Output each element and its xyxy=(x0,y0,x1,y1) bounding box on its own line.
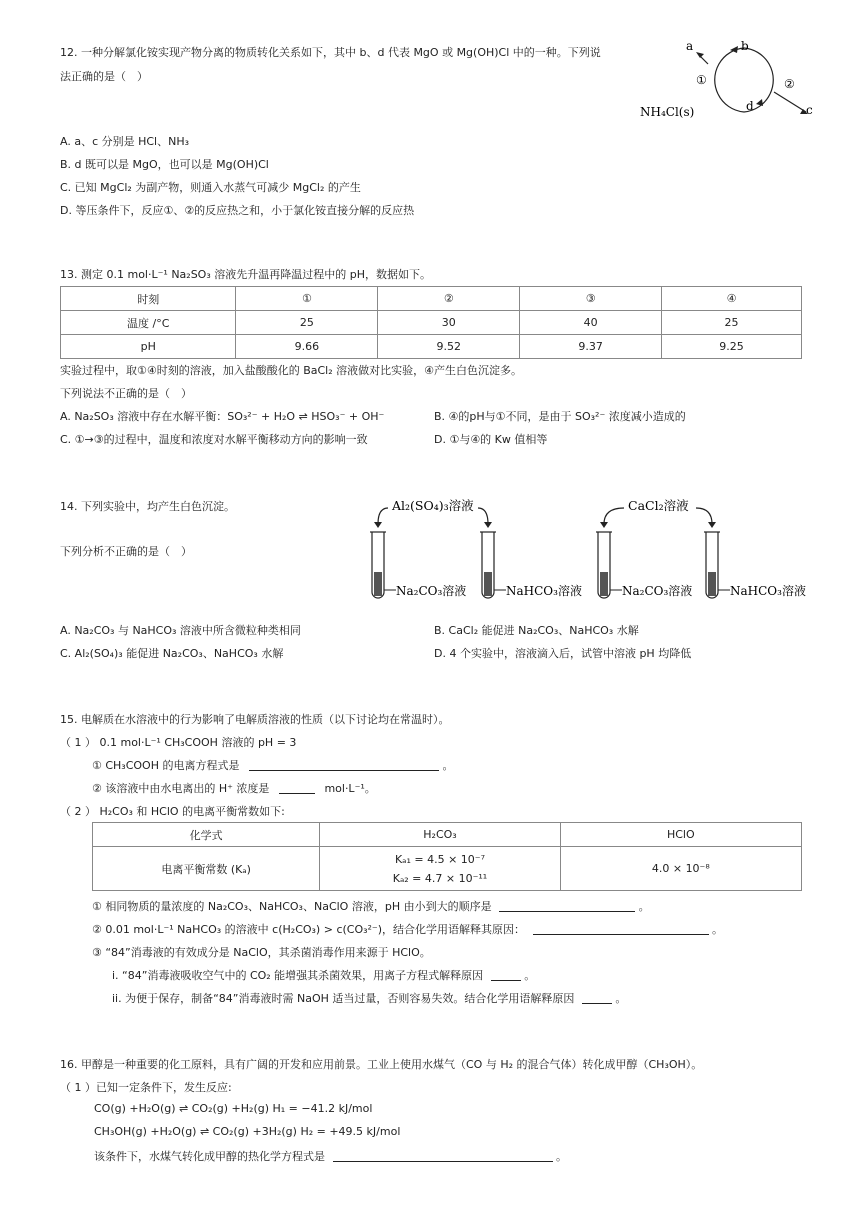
q16-period: 。 xyxy=(556,1150,567,1163)
q14-reagent-cacl2: CaCl₂溶液 xyxy=(628,498,689,513)
q15-h2co3-ka-cell xyxy=(320,847,560,891)
q15-h2co3-ka2: Kₐ₂ = 4.7 × 10⁻¹¹ xyxy=(392,871,488,885)
q14-stem: 14. 下列实验中，均产生白色沉淀。 xyxy=(60,500,235,513)
q15-ka-table xyxy=(92,822,802,891)
q12-label-b: b xyxy=(741,39,749,53)
q15-part2-item2 xyxy=(92,921,723,937)
q16-answer-blank-1[interactable] xyxy=(333,1161,553,1162)
q12-label-c: c xyxy=(806,103,813,117)
q15-part1-item1-text: ① CH₃COOH 的电离方程式是 xyxy=(92,759,240,772)
q13-option-c: C. ①→③的过程中，温度和浓度对水解平衡移动方向的影响一致 xyxy=(60,433,368,446)
q13-note: 实验过程中，取①④时刻的溶液，加入盐酸酸化的 BaCl₂ 溶液做对比实验，④产生白色沉淀多。 xyxy=(60,364,523,377)
q15-period: 。 xyxy=(638,900,650,913)
q16-part1-question xyxy=(94,1148,567,1164)
q12-label-reaction2: ② xyxy=(784,77,795,91)
q13-temp-4: 25 xyxy=(662,311,802,335)
q15-header-h2co3: H₂CO₃ xyxy=(320,823,560,847)
q15-part2-item1 xyxy=(92,898,650,914)
q12-option-a: A. a、c 分别是 HCl、NH₃ xyxy=(60,135,190,148)
q13-option-b: B. ④的pH与①不同，是由于 SO₃²⁻ 浓度减小造成的 xyxy=(434,410,686,423)
q13-header-4: ④ xyxy=(662,287,802,311)
q13-header-time: 时刻 xyxy=(61,287,236,311)
q15-part2-item1-text: ① 相同物质的量浓度的 Na₂CO₃、NaHCO₃、NaClO 溶液，pH 由小到大的顺序是 xyxy=(92,900,492,913)
q14-option-d: D. 4 个实验中，溶液滴入后，试管中溶液 pH 均降低 xyxy=(434,647,692,660)
q12-label-d: d xyxy=(746,99,754,113)
q14-tube3-label: Na₂CO₃溶液 xyxy=(622,584,693,598)
q13-temp-2: 30 xyxy=(378,311,520,335)
q14-tube4-label: NaHCO₃溶液 xyxy=(730,584,806,598)
q15-period: 。 xyxy=(615,992,627,1005)
q15-part2-item3-i-text: i. “84”消毒液吸收空气中的 CO₂ 能增强其杀菌效果，用离子方程式解释原因 xyxy=(112,969,484,982)
q14-tube-diagram xyxy=(360,494,806,606)
q15-header-formula: 化学式 xyxy=(93,823,320,847)
q16-part1-question-text: 该条件下，水煤气转化成甲醇的热化学方程式是 xyxy=(94,1150,325,1163)
q13-ph-1: 9.66 xyxy=(236,335,378,359)
q15-row-ka-label: 电离平衡常数 (Kₐ) xyxy=(93,847,320,891)
q15-answer-blank-1[interactable] xyxy=(249,770,439,771)
q13-temp-3: 40 xyxy=(520,311,662,335)
q15-period: 。 xyxy=(442,759,454,772)
q16-equation-2: CH₃OH(g) +H₂O(g) ⇌ CO₂(g) +3H₂(g) H₂ = +49.5 kJ/mol xyxy=(94,1125,401,1138)
q15-part1-item2-text: ② 该溶液中由水电离出的 H⁺ 浓度是 xyxy=(92,782,270,795)
q14-option-b: B. CaCl₂ 能促进 Na₂CO₃、NaHCO₃ 水解 xyxy=(434,624,639,637)
q12-option-d: D. 等压条件下，反应①、②的反应热之和，小于氯化铵直接分解的反应热 xyxy=(60,204,415,217)
q15-stem: 15. 电解质在水溶液中的行为影响了电解质溶液的性质（以下讨论均在常温时）。 xyxy=(60,713,450,726)
q13-row-ph-label: pH xyxy=(61,335,236,359)
q15-part1-item1 xyxy=(92,757,453,773)
q14-tube1-label: Na₂CO₃溶液 xyxy=(396,584,467,598)
q13-stem: 13. 测定 0.1 mol·L⁻¹ Na₂SO₃ 溶液先升温再降温过程中的 pH，数据如下。 xyxy=(60,268,431,281)
q14-option-c: C. Al₂(SO₄)₃ 能促进 Na₂CO₃、NaHCO₃ 水解 xyxy=(60,647,284,660)
q13-row-temp-label: 温度 /°C xyxy=(61,311,236,335)
q15-part2-item3-ii xyxy=(112,990,626,1006)
q14-tube2-label: NaHCO₃溶液 xyxy=(506,584,582,598)
q13-header-3: ③ xyxy=(520,287,662,311)
q13-header-1: ① xyxy=(236,287,378,311)
q15-period: 。 xyxy=(712,923,724,936)
q14-reagent-al2so43: Al₂(SO₄)₃溶液 xyxy=(392,498,474,513)
q15-answer-blank-2[interactable] xyxy=(279,793,315,794)
q15-answer-blank-6[interactable] xyxy=(582,1003,612,1004)
q15-part2-item3-i xyxy=(112,967,535,983)
q15-part1-item2 xyxy=(92,780,376,796)
q13-ph-3: 9.37 xyxy=(520,335,662,359)
q13-option-a: A. Na₂SO₃ 溶液中存在水解平衡：SO₃²⁻ + H₂O ⇌ HSO₃⁻ + OH⁻ xyxy=(60,410,385,423)
q13-question: 下列说法不正确的是（ ） xyxy=(60,387,192,400)
q15-period: 。 xyxy=(524,969,536,982)
q15-hclo-ka: 4.0 × 10⁻⁸ xyxy=(560,847,801,891)
q16-equation-1: CO(g) +H₂O(g) ⇌ CO₂(g) +H₂(g) H₁ = −41.2 kJ/mol xyxy=(94,1102,373,1115)
q13-ph-2: 9.52 xyxy=(378,335,520,359)
q12-option-b: B. d 既可以是 MgO，也可以是 Mg(OH)Cl xyxy=(60,158,269,171)
q13-temp-1: 25 xyxy=(236,311,378,335)
q15-h2co3-ka1: Kₐ₁ = 4.5 × 10⁻⁷ xyxy=(394,852,486,866)
q12-label-nh4cl: NH₄Cl(s) xyxy=(640,105,695,119)
q15-part2-item3: ③ “84”消毒液的有效成分是 NaClO，其杀菌消毒作用来源于 HClO。 xyxy=(92,946,431,959)
q15-header-hclo: HClO xyxy=(560,823,801,847)
q14-option-a: A. Na₂CO₃ 与 NaHCO₃ 溶液中所含微粒种类相同 xyxy=(60,624,301,637)
q12-cycle-diagram xyxy=(638,34,820,124)
q12-stem-line2: 法正确的是（ ） xyxy=(60,70,148,83)
q15-part2-head: （ 2 ） H₂CO₃ 和 HClO 的电离平衡常数如下: xyxy=(60,805,285,818)
q13-ph-table xyxy=(60,286,802,359)
q12-label-reaction1: ① xyxy=(696,73,707,87)
q15-part2-item3-ii-text: ii. 为便于保存，制备“84”消毒液时需 NaOH 适当过量，否则容易失效。结合化学用语解释原因 xyxy=(112,992,575,1005)
q13-ph-4: 9.25 xyxy=(662,335,802,359)
q14-question: 下列分析不正确的是（ ） xyxy=(60,545,192,558)
q16-part1-head: （ 1 ）已知一定条件下，发生反应: xyxy=(60,1081,232,1094)
q12-label-a: a xyxy=(686,39,694,53)
q15-part2-item2-text: ② 0.01 mol·L⁻¹ NaHCO₃ 的溶液中 c(H₂CO₃) > c(CO₃²⁻)，结合化学用语解释其原因： xyxy=(92,923,526,936)
q16-stem: 16. 甲醇是一种重要的化工原料，具有广阔的开发和应用前景。工业上使用水煤气（CO 与 H₂ 的混合气体）转化成甲醇（CH₃OH）。 xyxy=(60,1058,703,1071)
q12-option-c: C. 已知 MgCl₂ 为副产物，则通入水蒸气可减少 MgCl₂ 的产生 xyxy=(60,181,361,194)
q15-answer-blank-5[interactable] xyxy=(491,980,521,981)
q13-option-d: D. ①与④的 Kw 值相等 xyxy=(434,433,548,446)
q12-stem-line1: 12. 一种分解氯化铵实现产物分离的物质转化关系如下，其中 b、d 代表 MgO 或 Mg(OH)Cl 中的一种。下列说 xyxy=(60,46,601,59)
q15-part1-head: （ 1 ） 0.1 mol·L⁻¹ CH₃COOH 溶液的 pH = 3 xyxy=(60,736,297,749)
q15-answer-blank-3[interactable] xyxy=(499,911,635,912)
q15-answer-blank-4[interactable] xyxy=(533,934,709,935)
q13-header-2: ② xyxy=(378,287,520,311)
q15-part1-item2-unit: mol·L⁻¹。 xyxy=(324,782,376,795)
